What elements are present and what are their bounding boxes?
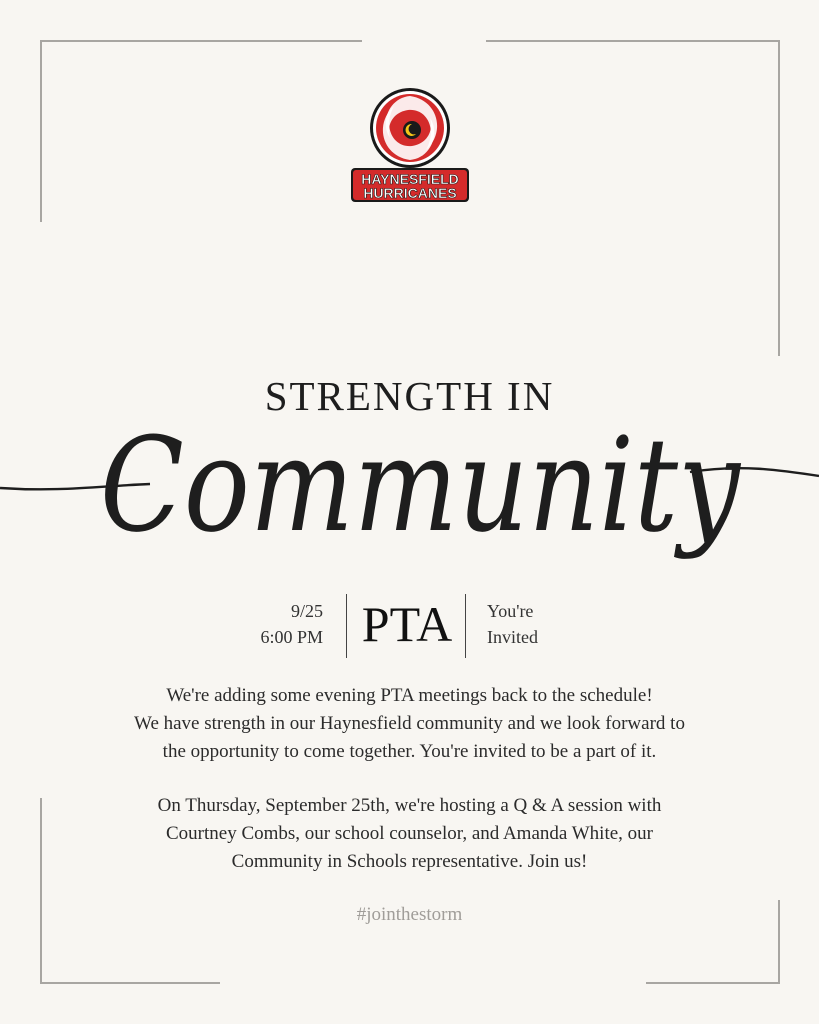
event-date: 9/25: [290, 601, 323, 621]
frame-top-left: [40, 40, 362, 42]
frame-left-top: [40, 40, 42, 222]
event-title: PTA: [361, 596, 453, 652]
paragraph-details: [40, 792, 779, 876]
headline-top: STRENGTH IN: [264, 373, 555, 419]
date-time-block: [260, 598, 323, 650]
divider-right: [465, 594, 466, 658]
frame-top-right: [486, 40, 780, 42]
event-info-row: [0, 594, 819, 660]
invite-block: [487, 598, 538, 650]
logo-text-line1: HAYNESFIELD: [361, 171, 459, 187]
invite-line2: Invited: [487, 627, 538, 647]
paragraph-intro-line: We have strength in our Haynesfield community and we look forward to: [134, 713, 685, 734]
hashtag: #jointhestorm: [356, 904, 463, 925]
paragraph-intro: [40, 682, 779, 766]
frame-right-top: [778, 40, 780, 356]
invite-line1: You're: [487, 601, 534, 621]
divider-left: [346, 594, 347, 658]
paragraph-details-line: On Thursday, September 25th, we're hosting a Q & A session with: [157, 795, 662, 816]
paragraph-details-line: Courtney Combs, our school counselor, and Amanda White, our: [165, 823, 653, 844]
event-time: 6:00 PM: [260, 627, 323, 647]
hurricane-swirl-icon: [346, 88, 474, 204]
paragraph-intro-line: We're adding some evening PTA meetings back to the schedule!: [166, 685, 653, 706]
paragraph-details-line: Community in Schools representative. Join us!: [231, 851, 588, 872]
frame-bottom-left: [40, 982, 220, 984]
school-logo: [346, 88, 474, 204]
script-headline: [0, 380, 819, 610]
paragraph-intro-line: the opportunity to come together. You're invited to be a part of it.: [162, 741, 657, 762]
logo-text-line2: HURRICANES: [363, 185, 457, 201]
frame-bottom-right: [646, 982, 780, 984]
headline-script: Community: [100, 409, 742, 561]
